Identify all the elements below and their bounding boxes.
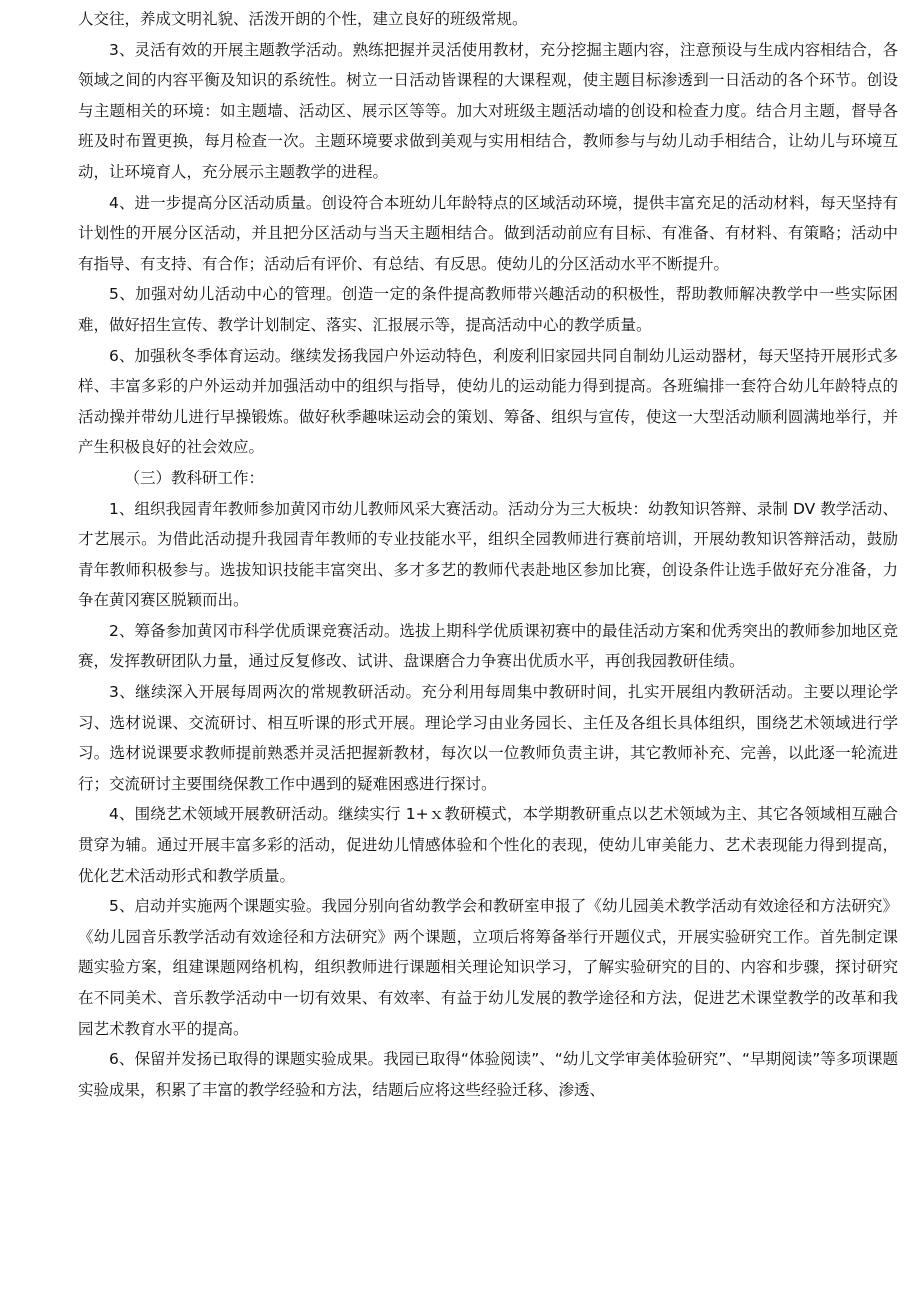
paragraph-research-4: 4、围绕艺术领域开展教研活动。继续实行 1+ｘ教研模式，本学期教研重点以艺术领域为主、其它各领域相互融合贯穿为辅。通过开展丰富多彩的活动，促进幼儿情感体验和个性化的表现，使幼儿审美能力、艺术表现能力得到提高，优化艺术活动形式和教学质量。: [78, 805, 898, 885]
paragraph-research-6: 6、保留并发扬已取得的课题实验成果。我园已取得“体验阅读”、“幼儿文学审美体验研究”、“早期阅读”等多项课题实验成果，积累了丰富的教学经验和方法，结题后应将这些经验迁移、渗透、: [78, 1050, 898, 1099]
paragraph-research-5: 5、启动并实施两个课题实验。我园分别向省幼教学会和教研室申报了《幼儿园美术教学活动有效途径和方法研究》《幼儿园音乐教学活动有效途径和方法研究》两个课题，立项后将筹备举行开题仪式，开展实验研究工作。首先制定课题实验方案，组建课题网络机构，组织教师进行课题相关理论知识学习，了解实验研究的目的、内容和步骤，探讨研究在不同美术、音乐教学活动中一切有效果、有效率、有益于幼儿发展的教学途径和方法，促进艺术课堂教学的改革和我园艺术教育水平的提高。: [78, 897, 898, 1038]
paragraph-research-1: 1、组织我园青年教师参加黄冈市幼儿教师风采大赛活动。活动分为三大板块：幼教知识答辩、录制 DV 教学活动、才艺展示。为借此活动提升我园青年教师的专业技能水平，组织全园教师进行赛前培训，开展幼教知识答辩活动，鼓励青年教师积极参与。选拔知识技能丰富突出、多才多艺的教师代表赴地区参加比赛，创设条件让选手做好充分准备，力争在黄冈赛区脱颖而出。: [78, 499, 898, 610]
section-heading: （三）教科研工作：: [124, 468, 265, 487]
paragraph-research-2: 2、筹备参加黄冈市科学优质课竞赛活动。选拔上期科学优质课初赛中的最佳活动方案和优秀突出的教师参加地区竞赛，发挥教研团队力量，通过反复修改、试讲、盘课磨合力争赛出优质水平，再创我园教研佳绩。: [78, 621, 898, 671]
paragraph-item-5: 5、加强对幼儿活动中心的管理。创造一定的条件提高教师带兴趣活动的积极性，帮助教师解决教学中一些实际困难，做好招生宣传、教学计划制定、落实、汇报展示等，提高活动中心的教学质量。: [78, 285, 898, 334]
paragraph-item-4: 4、进一步提高分区活动质量。创设符合本班幼儿年龄特点的区域活动环境，提供丰富充足的活动材料，每天坚持有计划性的开展分区活动，并且把分区活动与当天主题相结合。做到活动前应有目标、有准备、有材料、有策略；活动中有指导、有支持、有合作；活动后有评价、有总结、有反思。使幼儿的分区活动水平不断提升。: [78, 193, 898, 273]
paragraph-item-3: 3、灵活有效的开展主题教学活动。熟练把握并灵活使用教材，充分挖掘主题内容，注意预设与生成内容相结合，各领域之间的内容平衡及知识的系统性。树立一日活动皆课程的大课程观，使主题目标渗透到一日活动的各个环节。创设与主题相关的环境：如主题墙、活动区、展示区等等。加大对班级主题活动墙的创设和检查力度。结合月主题，督导各班及时布置更换，每月检查一次。主题环境要求做到美观与实用相结合，教师参与与幼儿动手相结合，让幼儿与环境互动，让环境育人，充分展示主题教学的进程。: [78, 40, 898, 181]
paragraph-research-3: 3、继续深入开展每周两次的常规教研活动。充分利用每周集中教研时间，扎实开展组内教研活动。主要以理论学习、选材说课、交流研讨、相互听课的形式开展。理论学习由业务园长、主任及各组长具体组织，围绕艺术领域进行学习。选材说课要求教师提前熟悉并灵活把握新教材，每次以一位教师负责主讲，其它教师补充、完善，以此逐一轮流进行；交流研讨主要围绕保教工作中遇到的疑难困惑进行探讨。: [78, 683, 898, 793]
paragraph-item-6: 6、加强秋冬季体育运动。继续发扬我园户外运动特色，利废利旧家园共同自制幼儿运动器材，每天坚持开展形式多样、丰富多彩的户外运动并加强活动中的组织与指导，使幼儿的运动能力得到提高。各班编排一套符合幼儿年龄特点的活动操并带幼儿进行早操锻炼。做好秋季趣味运动会的策划、筹备、组织与宣传，使这一大型活动顺利圆满地举行，并产生积极良好的社会效应。: [78, 346, 898, 457]
paragraph-continuation: 人交往，养成文明礼貌、活泼开朗的个性，建立良好的班级常规。: [78, 10, 528, 28]
